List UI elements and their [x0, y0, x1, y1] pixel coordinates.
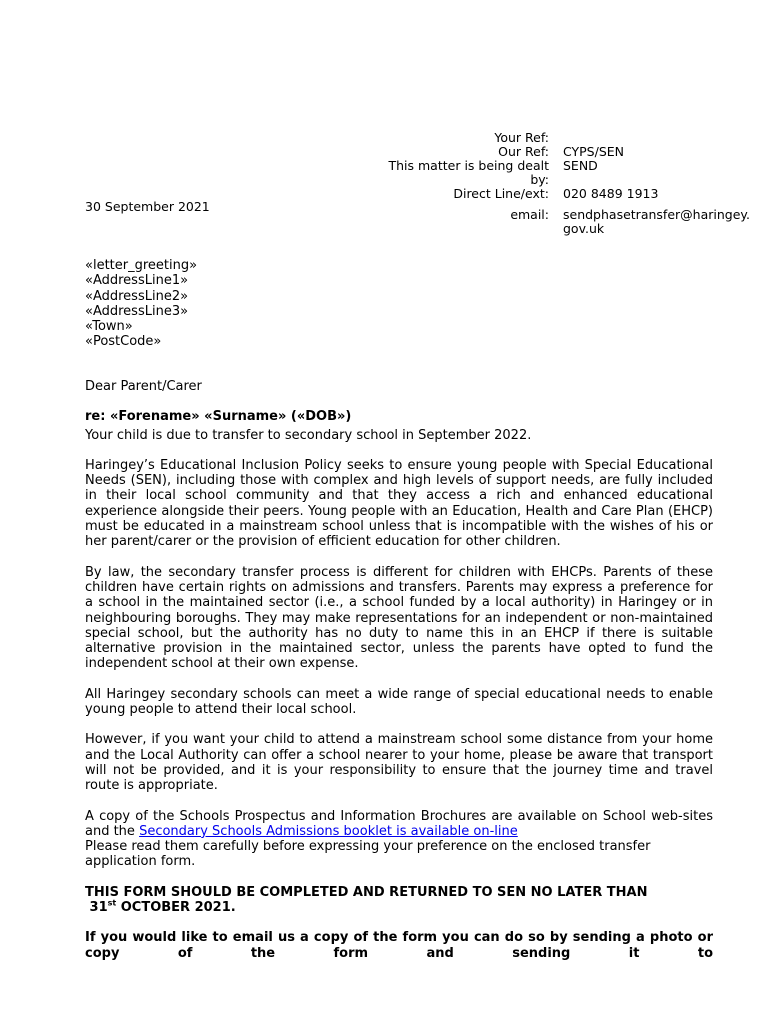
deadline-month-year: OCTOBER 2021. [116, 900, 236, 916]
deadline-day: 31 [89, 900, 108, 916]
address-postcode: «PostCode» [85, 334, 162, 350]
inclusion-policy-paragraph: Haringey’s Educational Inclusion Policy seeks to ensure young people with Special Educational Needs (SEN), including those with complex and high levels of support needs, are fully included in their local school community and that they access a rich and enhanced educational experience alongside their peers. Young people with an Education, Health and Care Plan (EHCP) must be educated in a mainstream school unless that is incompatible with the wishes of his or her parent/carer or the provision of efficient education for other children. [85, 457, 713, 550]
direct-line-label: Direct Line/ext: [453, 186, 549, 201]
salutation: Dear Parent/Carer [85, 379, 202, 394]
email-label: email: [510, 207, 549, 222]
letter-greeting-field: «letter_greeting» [85, 258, 198, 273]
your-ref-label: Your Ref: [494, 130, 549, 145]
dealt-by-label-line1: This matter is being dealt [388, 158, 549, 173]
address-line1: «AddressLine1» [85, 273, 189, 289]
prospectus-text: A copy of the Schools Prospectus and Information Brochures are available on School web-sites and the [85, 808, 713, 839]
dealt-by-label [340, 159, 563, 187]
admissions-booklet-link[interactable]: Secondary Schools Admissions booklet is available on-line [139, 823, 518, 839]
deadline-line1: THIS FORM SHOULD BE COMPLETED AND RETURNED TO SEN NO LATER THAN [85, 884, 648, 900]
subject-line: re: «Forename» «Surname» («DOB») [85, 409, 352, 425]
our-ref-label: Our Ref: [498, 144, 549, 159]
letter-body [85, 379, 713, 961]
email-instruction: If you would like to email us a copy of the form you can do so by sending a photo or copy of the form and sending it to [85, 930, 713, 961]
your-ref-value [563, 131, 750, 145]
email-value: sendphasetransfer@haringey.gov.uk [563, 207, 750, 236]
dealt-by-label-line2: by: [530, 172, 549, 187]
address-block [85, 258, 197, 350]
deadline-suffix: st [107, 898, 117, 908]
prospectus-followup: Please read them carefully before expressing your preference on the enclosed transfer application form. [85, 839, 651, 870]
dealt-by-value: SEND [563, 158, 598, 173]
deadline-notice [85, 885, 713, 916]
prospectus-paragraph [85, 809, 713, 840]
reference-block [340, 131, 750, 236]
letter-date: 30 September 2021 [85, 199, 210, 214]
direct-line-value: 020 8489 1913 [563, 186, 659, 201]
transport-paragraph: However, if you want your child to attend a mainstream school some distance from your home and the Local Authority can offer a school nearer to your home, please be aware that transport will not be provided, and it is your responsibility to ensure that the journey time and travel route is appropriate. [85, 732, 713, 794]
haringey-schools-paragraph: All Haringey secondary schools can meet a wide range of special educational needs to enable young people to attend their local school. [85, 686, 713, 718]
transfer-law-paragraph: By law, the secondary transfer process is different for children with EHCPs. Parents of these children have certain rights on admissions and transfers. Parents may express a preference for a school in the maintained sector (i.e., a school funded by a local authority) in Haringey or in neighbouring boroughs. They may make representations for an independent or non-maintained special school, but the authority has no duty to name this in an EHCP if there is suitable alternative provision in the maintained sector, unless the parents have opted to fund the independent school at their own expense. [85, 564, 713, 672]
address-line3: «AddressLine3» [85, 303, 189, 319]
our-ref-value: CYPS/SEN [563, 144, 625, 159]
address-town: «Town» [85, 319, 133, 335]
address-line2: «AddressLine2» [85, 288, 189, 304]
intro-paragraph: Your child is due to transfer to secondary school in September 2022. [85, 427, 532, 443]
